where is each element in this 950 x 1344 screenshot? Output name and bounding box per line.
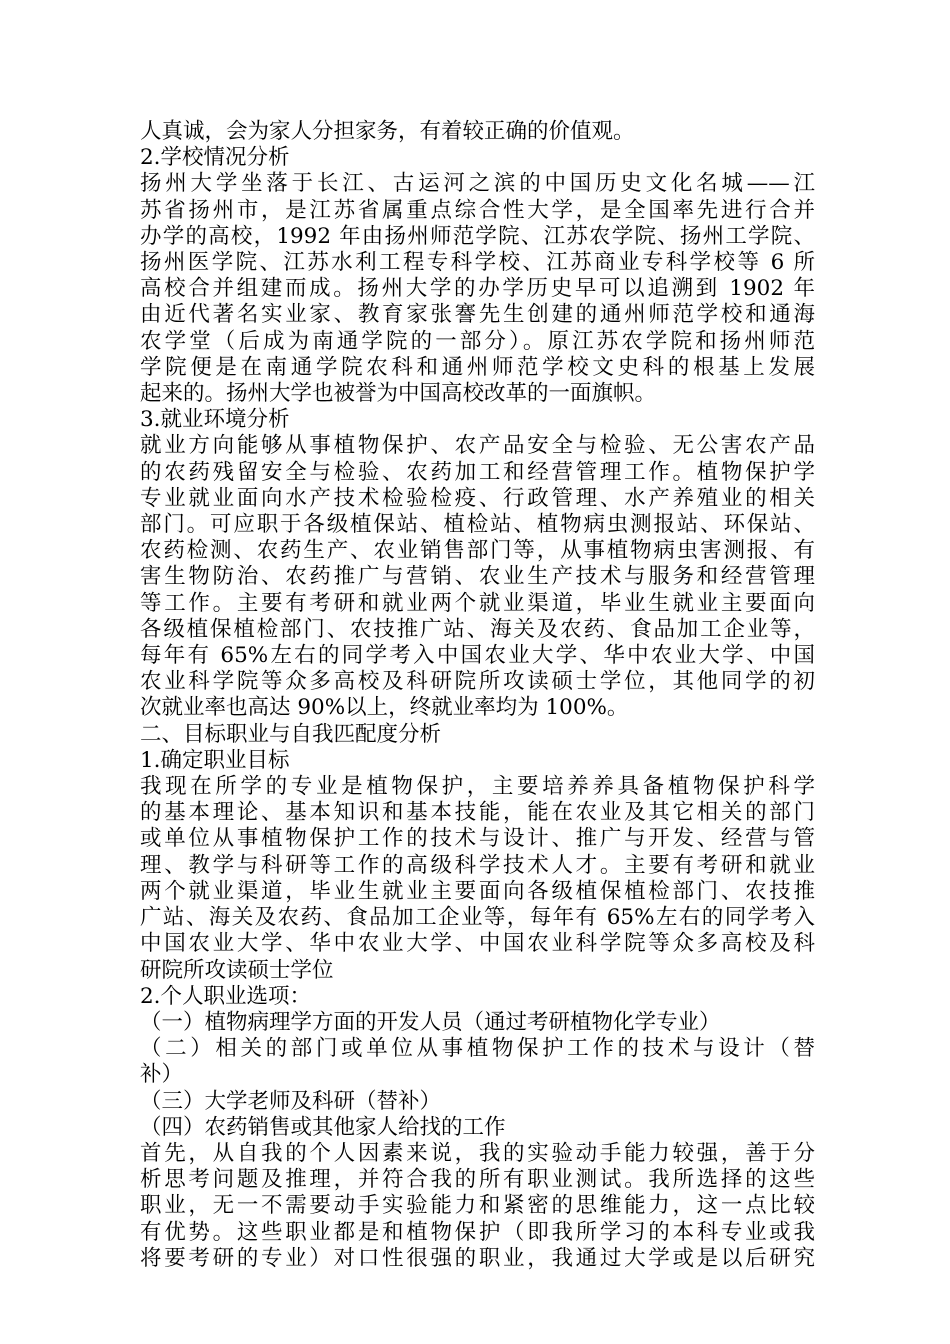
document-body: [140, 119, 815, 1272]
text-line: 人真诚，会为家人分担家务，有着较正确的价值观。: [140, 119, 635, 144]
text-line: （四）农药销售或其他家人给找的工作: [140, 1114, 506, 1140]
text-line: 研院所攻读硕士学位: [140, 957, 334, 983]
text-line: 将要考研的专业）对口性很强的职业，我通过大学或是以后研究: [140, 1245, 815, 1271]
text-line: 两个就业渠道，毕业生就业主要面向各级植保植检部门、农技推: [140, 878, 815, 904]
text-line: 部门。可应职于各级植保站、植检站、植物病虫测报站、环保站、: [140, 512, 815, 538]
text-line: 每年有 65%左右的同学考入中国农业大学、华中农业大学、中国: [140, 643, 815, 669]
text-line: 起来的。扬州大学也被誉为中国高校改革的一面旗帜。: [140, 381, 657, 407]
text-line: 扬州医学院、江苏水利工程专科学校、江苏商业专科学校等 6 所: [140, 250, 815, 276]
text-line: （一）植物病理学方面的开发人员（通过考研植物化学专业）: [140, 1009, 721, 1035]
text-line: 农学堂（后成为南通学院的一部分）。原江苏农学院和扬州师范: [140, 328, 815, 354]
text-line: 首先，从自我的个人因素来说，我的实验动手能力较强，善于分: [140, 1140, 815, 1166]
section-heading: 二、目标职业与自我匹配度分析: [140, 721, 442, 747]
text-line: 我现在所学的专业是植物保护，主要培养养具备植物保护科学: [140, 774, 815, 800]
text-line: 害生物防治、农药推广与营销、农业生产技术与服务和经营管理: [140, 564, 815, 590]
text-line: 补）: [140, 1062, 184, 1088]
text-line: 次就业率也高达 90%以上，终就业率均为 100%。: [140, 695, 629, 721]
text-line: 农药检测、农药生产、农业销售部门等，从事植物病虫害测报、有: [140, 538, 815, 564]
text-line: 广站、海关及农药、食品加工企业等，每年有 65%左右的同学考入: [140, 905, 815, 931]
text-line: 就业方向能够从事植物保护、农产品安全与检验、无公害农产品: [140, 433, 815, 459]
section-heading: 2.个人职业选项：: [140, 983, 312, 1009]
text-line: 由近代著名实业家、教育家张謇先生创建的通州师范学校和通海: [140, 302, 815, 328]
text-line: 高校合并组建而成。扬州大学的办学历史早可以追溯到 1902 年: [140, 276, 815, 302]
text-line: 的农药残留安全与检验、农药加工和经营管理工作。植物保护学: [140, 459, 815, 485]
section-heading: 2.学校情况分析: [140, 145, 290, 171]
text-line: 办学的高校，1992 年由扬州师范学院、江苏农学院、扬州工学院、: [140, 223, 815, 249]
text-line: 学院便是在南通学院农科和通州师范学校文史科的根基上发展: [140, 354, 815, 380]
section-heading: 1.确定职业目标: [140, 747, 290, 773]
section-heading: 3.就业环境分析: [140, 407, 290, 433]
text-line: 各级植保植检部门、农技推广站、海关及农药、食品加工企业等，: [140, 616, 815, 642]
text-line: 理、教学与科研等工作的高级科学技术人才。主要有考研和就业: [140, 852, 815, 878]
text-line: （三）大学老师及科研（替补）: [140, 1088, 442, 1114]
text-line: （二）相关的部门或单位从事植物保护工作的技术与设计（替: [140, 1036, 815, 1062]
text-line: 农业科学院等众多高校及科研院所攻读硕士学位，其他同学的初: [140, 669, 815, 695]
text-line: 等工作。主要有考研和就业两个就业渠道，毕业生就业主要面向: [140, 590, 815, 616]
text-line: 专业就业面向水产技术检验检疫、行政管理、水产养殖业的相关: [140, 485, 815, 511]
text-line: 有优势。这些职业都是和植物保护（即我所学习的本科专业或我: [140, 1219, 815, 1245]
text-line: 的基本理论、基本知识和基本技能，能在农业及其它相关的部门: [140, 800, 815, 826]
text-line: 扬州大学坐落于长江、古运河之滨的中国历史文化名城——江: [140, 171, 815, 197]
text-line: 析思考问题及推理，并符合我的所有职业测试。我所选择的这些: [140, 1167, 815, 1193]
text-line: 中国农业大学、华中农业大学、中国农业科学院等众多高校及科: [140, 931, 815, 957]
text-line: 苏省扬州市，是江苏省属重点综合性大学，是全国率先进行合并: [140, 197, 815, 223]
text-line: 职业，无一不需要动手实验能力和紧密的思维能力，这一点比较: [140, 1193, 815, 1219]
text-line: 或单位从事植物保护工作的技术与设计、推广与开发、经营与管: [140, 826, 815, 852]
